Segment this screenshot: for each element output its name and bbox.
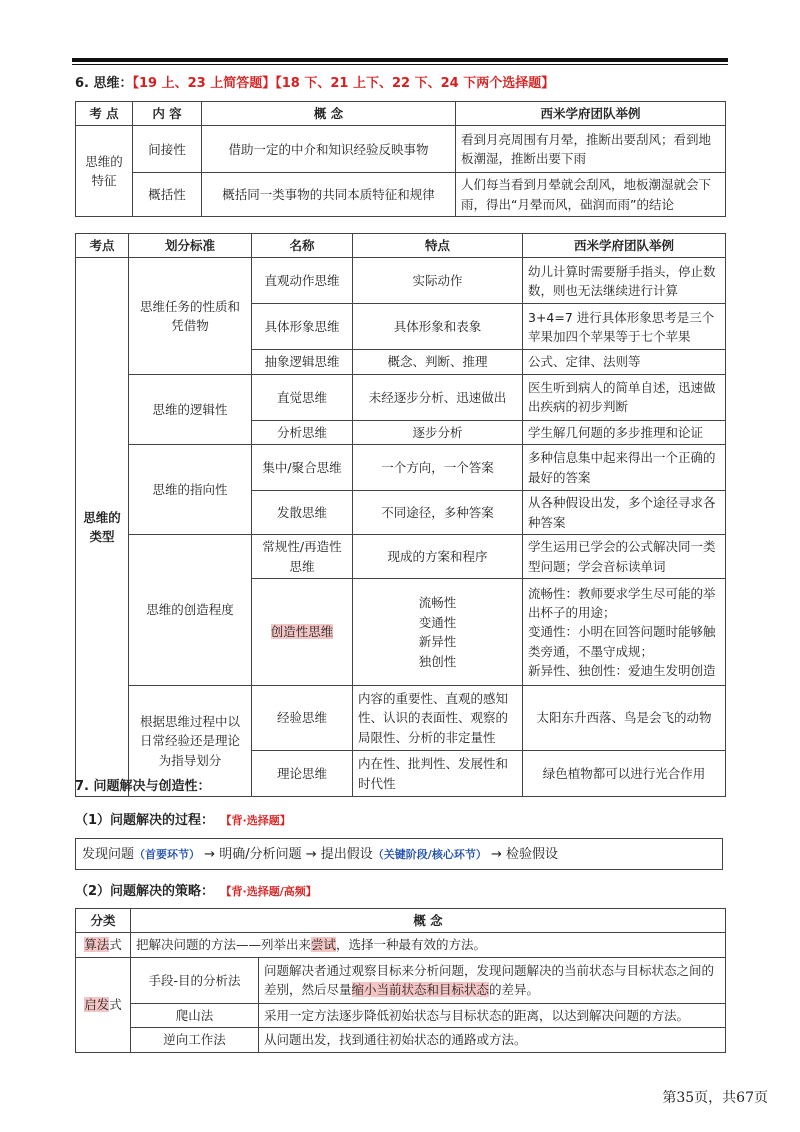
feature-cell: 一个方向，一个答案 xyxy=(353,445,523,491)
example-cell: 幼儿计算时需要掰手指头，停止数数，则也无法继续进行计算 xyxy=(523,258,726,304)
arrow-icon: → xyxy=(490,847,502,862)
example-cell: 学生解几何题的多步推理和论证 xyxy=(523,420,726,444)
criterion-cell: 思维的创造程度 xyxy=(129,535,252,686)
name-cell: 集中/聚合思维 xyxy=(252,445,353,491)
example-cell xyxy=(523,579,726,686)
thinking-features-table xyxy=(75,101,726,217)
feature-cell: 未经逐步分析、迅速做出 xyxy=(353,374,523,420)
header-cell: 考点 xyxy=(76,234,129,258)
header-cell: 概 念 xyxy=(202,102,456,126)
feature-cell: 具体形象和表象 xyxy=(353,304,523,350)
category-cell: 算法式 xyxy=(76,933,131,957)
name-cell: 具体形象思维 xyxy=(252,304,353,350)
feature-line: 变通性 xyxy=(418,614,457,630)
feature-cell: 不同途径，多种答案 xyxy=(353,491,523,535)
step-2: 明确/分析问题 xyxy=(219,847,302,862)
feature-cell: 内在性、批判性、发展性和时代性 xyxy=(353,751,523,797)
feature-cell: 逐步分析 xyxy=(353,420,523,444)
criterion-cell: 思维的逻辑性 xyxy=(129,374,252,444)
feature-cell: 内容的重要性、直观的感知性、认识的表面性、观察的局限性、分析的非定量性 xyxy=(353,686,523,751)
content-cell: 间接性 xyxy=(133,126,202,173)
category-cell: 启发式 xyxy=(76,957,131,1052)
feature-cell: 实际动作 xyxy=(353,258,523,304)
concept-cell: 采用一定方法逐步降低初始状态与目标状态的距离，以达到解决问题的方法。 xyxy=(259,1003,726,1027)
name-cell: 直觉思维 xyxy=(252,374,353,420)
step-3-tag: （关键阶段/核心环节） xyxy=(372,848,487,861)
feature-line: 新异性 xyxy=(418,634,457,650)
example-line: 流畅性：教师要求学生尽可能的举出杯子的用途； xyxy=(528,585,716,621)
header-cell: 考 点 xyxy=(76,102,133,126)
step-4: 检验假设 xyxy=(506,847,559,862)
topic-cell: 思维的类型 xyxy=(76,258,129,797)
example-cell: 学生运用已学会的公式解决同一类型问题；学会音标读单词 xyxy=(523,535,726,579)
strategies-table xyxy=(75,908,726,1053)
criterion-cell: 根据思维过程中以日常经验还是理论为指导划分 xyxy=(129,686,252,797)
name-cell xyxy=(252,579,353,686)
concept-cell: 借助一定的中介和知识经验反映事物 xyxy=(202,126,456,173)
header-cell: 名称 xyxy=(252,234,353,258)
name-cell: 常规性/再造性思维 xyxy=(252,535,353,579)
feature-line: 流畅性 xyxy=(418,595,457,611)
concept-cell: 从问题出发，找到通往初始状态的通路或方法。 xyxy=(259,1028,726,1052)
header-cell: 划分标准 xyxy=(129,234,252,258)
name-cell: 分析思维 xyxy=(252,420,353,444)
content-cell: 概括性 xyxy=(133,173,202,217)
example-cell: 多种信息集中起来得出一个正确的最好的答案 xyxy=(523,445,726,491)
arrow-icon: → xyxy=(204,847,216,862)
criterion-cell: 思维任务的性质和凭借物 xyxy=(129,258,252,374)
feature-line: 独创性 xyxy=(418,653,457,669)
example-cell: 从各种假设出发，多个途径寻求各种答案 xyxy=(523,491,726,535)
topic-cell: 思维的特征 xyxy=(76,126,133,217)
step-1-tag: （首要环节） xyxy=(134,848,201,861)
example-line: 新异性、独创性：爱迪生发明创造 xyxy=(528,663,716,679)
page-number: 第35页，共67页 xyxy=(662,1090,768,1106)
section-7-heading: 7. 问题解决与创造性： xyxy=(75,779,211,794)
example-cell: 3+4=7 进行具体形象思考是三个苹果加四个苹果等于七个苹果 xyxy=(523,304,726,350)
concept-cell: 概括同一类事物的共同本质特征和规律 xyxy=(202,173,456,217)
feature-cell: 概念、判断、推理 xyxy=(353,350,523,374)
strategy-name-cell: 爬山法 xyxy=(131,1003,259,1027)
header-cell: 分类 xyxy=(76,909,131,933)
name-cell: 抽象逻辑思维 xyxy=(252,350,353,374)
header-rule xyxy=(72,58,728,62)
process-subheading: （1）问题解决的过程： 【背·选择题】 xyxy=(75,813,291,828)
example-cell: 看到月亮周围有月晕，推断出要刮风；看到地板潮湿，推断出要下雨 xyxy=(456,126,726,173)
example-cell: 公式、定律、法则等 xyxy=(523,350,726,374)
strategy-name-cell: 逆向工作法 xyxy=(131,1028,259,1052)
feature-cell: 现成的方案和程序 xyxy=(353,535,523,579)
header-cell: 概 念 xyxy=(131,909,726,933)
name-cell: 理论思维 xyxy=(252,751,353,797)
criterion-cell: 思维的指向性 xyxy=(129,445,252,535)
thinking-types-table xyxy=(75,233,726,797)
section-6-heading: 6. 思维：【19 上、23 上简答题】【18 下、21 上下、22 下、24 下两个选择题】 xyxy=(75,76,555,91)
strategy-name-cell: 手段-目的分析法 xyxy=(131,957,259,1003)
example-cell: 绿色植物都可以进行光合作用 xyxy=(523,751,726,797)
example-line: 变通性：小明在回答问题时能够触类旁通，不墨守成规； xyxy=(528,624,716,659)
concept-cell: 把解决问题的方法——列举出来尝试，选择一种最有效的方法。 xyxy=(131,933,726,957)
concept-cell: 问题解决者通过观察目标来分析问题，发现问题解决的当前状态与目标状态之间的差别，然后尽量缩小当前状态和目标状态的差异。 xyxy=(259,957,726,1003)
name-cell: 发散思维 xyxy=(252,491,353,535)
header-cell: 西米学府团队举例 xyxy=(523,234,726,258)
creative-thinking-highlight: 创造性思维 xyxy=(270,624,334,640)
feature-cell xyxy=(353,579,523,686)
header-cell: 西米学府团队举例 xyxy=(456,102,726,126)
example-cell: 太阳东升西落、鸟是会飞的动物 xyxy=(523,686,726,751)
example-cell: 人们每当看到月晕就会刮风，地板潮湿就会下雨，得出“月晕而风，础润而雨”的结论 xyxy=(456,173,726,217)
strategy-subheading: （2）问题解决的策略： 【背·选择题/高频】 xyxy=(75,884,317,899)
arrow-icon: → xyxy=(305,847,317,862)
name-cell: 经验思维 xyxy=(252,686,353,751)
header-rule-thin xyxy=(72,64,728,65)
header-cell: 特点 xyxy=(353,234,523,258)
name-cell: 直观动作思维 xyxy=(252,258,353,304)
problem-solving-process xyxy=(75,838,723,870)
step-1: 发现问题 xyxy=(82,847,135,862)
example-cell: 医生听到病人的简单自述，迅速做出疾病的初步判断 xyxy=(523,374,726,420)
step-3: 提出假设 xyxy=(320,847,373,862)
header-cell: 内 容 xyxy=(133,102,202,126)
